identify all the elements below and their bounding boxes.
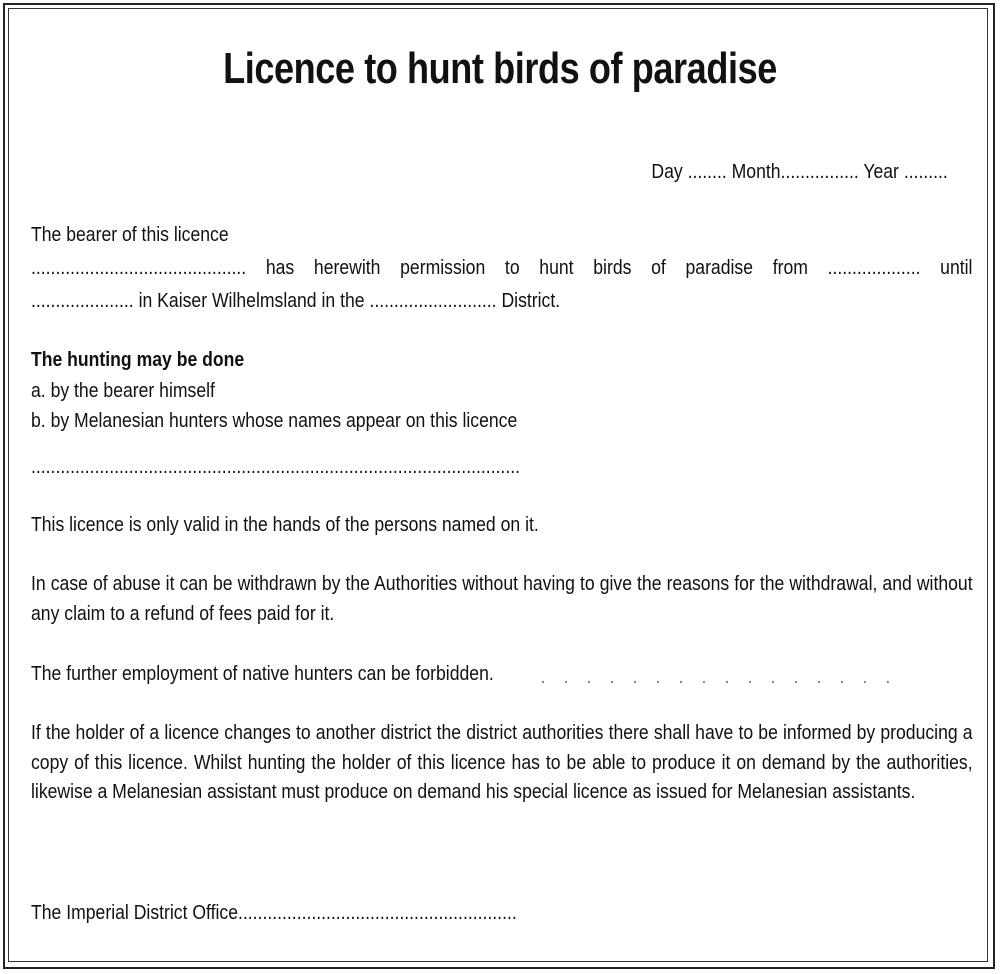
permission-word: of: [651, 257, 666, 279]
date-year-field: Year .........: [863, 161, 948, 183]
date-month-field: Month................: [731, 161, 859, 183]
bearer-intro: The bearer of this licence: [31, 224, 229, 246]
validity-statement: This licence is only valid in the hands of the persons named on it.: [31, 514, 539, 536]
hunting-heading: The hunting may be done: [31, 349, 245, 371]
permission-word: paradise: [685, 257, 753, 279]
district-change-statement: If the holder of a licence changes to another district the district authorities there shall have to be informed by producing a copy of this licence. Whilst hunting the holder of this licence has to be able to produce it on demand by the authorities, likewise a Melanesian assistant must produce on demand his special licence as issued for Melanesian assistants.: [31, 722, 973, 803]
hunting-option-b: b. by Melanesian hunters whose names appear on this licence: [31, 410, 518, 432]
date-line: [652, 158, 948, 186]
inner-border: [8, 8, 988, 962]
permission-word: permission: [400, 257, 486, 279]
permission-word: has: [265, 257, 295, 279]
permission-word: to: [504, 257, 520, 279]
permission-word: hunt: [539, 257, 574, 279]
date-day-field: Day ........: [651, 161, 727, 183]
permission-word: until: [940, 257, 973, 279]
employment-statement: The further employment of native hunters can be forbidden.: [31, 663, 494, 685]
bearer-name-blank: ............................................: [31, 257, 247, 279]
faint-dot-row: ················: [540, 671, 908, 691]
abuse-statement: In case of abuse it can be withdrawn by the Authorities without having to give the reasons for the withdrawal, and without any claim to a refund of fees paid for it.: [31, 573, 973, 625]
hunting-option-a: a. by the bearer himself: [31, 380, 215, 402]
hunter-names-blank: ....................................................................................................: [31, 456, 520, 478]
district-line: ..................... in Kaiser Wilhelmsland in the .......................... District.: [31, 290, 561, 312]
district-office-signature: The Imperial District Office.........................................................: [31, 902, 517, 924]
permission-row: [31, 254, 973, 282]
from-date-blank: ...................: [827, 257, 921, 279]
licence-title: Licence to hunt birds of paradise: [223, 44, 777, 93]
permission-word: birds: [593, 257, 632, 279]
permission-word: herewith: [313, 257, 381, 279]
permission-word: from: [772, 257, 808, 279]
